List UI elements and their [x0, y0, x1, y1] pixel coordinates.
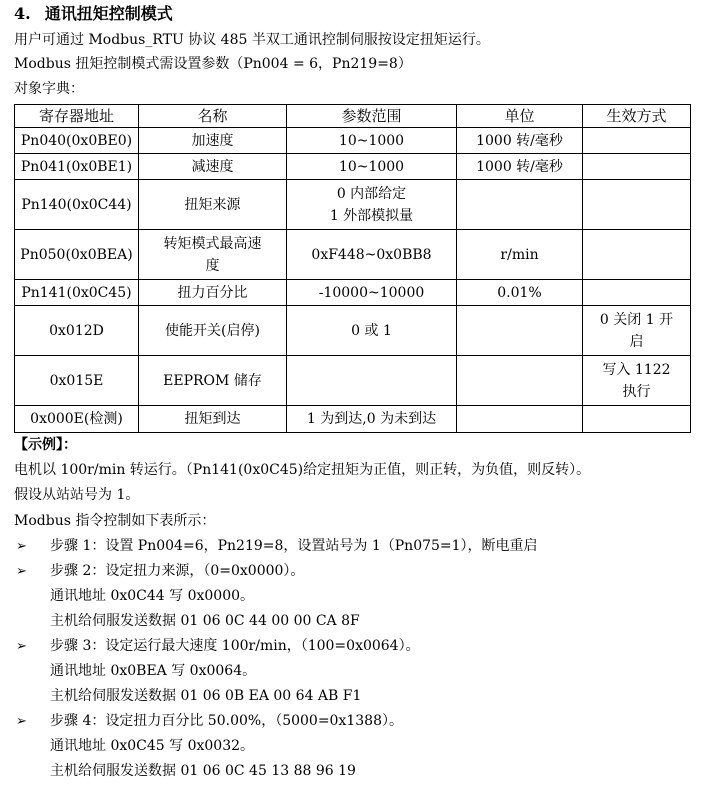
- param-name: EEPROM 储存: [139, 356, 287, 406]
- param-effect: 0 关闭 1 开 启: [583, 306, 691, 356]
- param-unit: 1000 转/毫秒: [457, 154, 583, 180]
- param-name: 使能开关(启停): [139, 306, 287, 356]
- param-range: 0 内部给定 1 外部模拟量: [287, 180, 457, 230]
- register-address: Pn050(0x0BEA): [15, 230, 139, 280]
- register-address: Pn041(0x0BE1): [15, 154, 139, 180]
- param-name: 扭力百分比: [139, 280, 287, 306]
- param-effect: [583, 154, 691, 180]
- table-header-row: [15, 105, 691, 128]
- table-row: [15, 280, 691, 306]
- table-row: [15, 306, 691, 356]
- param-range: 0 或 1: [287, 306, 457, 356]
- register-address: Pn040(0x0BE0): [15, 128, 139, 154]
- step-4-address: 通讯地址 0x0C45 写 0x0032。: [50, 738, 255, 754]
- column-header: 生效方式: [583, 105, 691, 128]
- param-name: 转矩模式最高速 度: [139, 230, 287, 280]
- param-unit: r/min: [457, 230, 583, 280]
- param-unit: [457, 306, 583, 356]
- step-1: [16, 536, 538, 557]
- command-table-intro: Modbus 指令控制如下表所示：: [14, 513, 216, 529]
- param-name: 加速度: [139, 128, 287, 154]
- param-name: 减速度: [139, 154, 287, 180]
- register-address: 0x012D: [15, 306, 139, 356]
- step-3-address: 通讯地址 0x0BEA 写 0x0064。: [50, 663, 257, 679]
- param-unit: 1000 转/毫秒: [457, 128, 583, 154]
- param-range: 0xF448~0x0BB8: [287, 230, 457, 280]
- param-name: 扭矩来源: [139, 180, 287, 230]
- step-2-address: 通讯地址 0x0C44 写 0x0000。: [50, 588, 255, 604]
- column-header: 寄存器地址: [15, 105, 139, 128]
- param-range: 1 为到达,0 为未到达: [287, 406, 457, 433]
- arrow-bullet-icon: ➢: [16, 714, 27, 729]
- arrow-bullet-icon: ➢: [16, 639, 27, 654]
- param-range: [287, 356, 457, 406]
- step-text: 步骤 3：设定运行最大速度 100r/min，（100=0x0064）。: [50, 638, 420, 654]
- param-unit: [457, 356, 583, 406]
- step-text: 步骤 1：设置 Pn004=6，Pn219=8，设置站号为 1（Pn075=1），断电重启: [50, 538, 538, 554]
- step-4-frame: 主机给伺服发送数据 01 06 0C 45 13 88 96 19: [50, 763, 356, 779]
- step-3-frame: 主机给伺服发送数据 01 06 0B EA 00 64 AB F1: [50, 688, 362, 704]
- table-row: [15, 356, 691, 406]
- section-title: 通讯扭矩控制模式: [44, 4, 173, 23]
- param-effect: [583, 280, 691, 306]
- register-address: 0x015E: [15, 356, 139, 406]
- section-heading: [14, 4, 173, 24]
- table-row: [15, 180, 691, 230]
- param-unit: [457, 406, 583, 433]
- table-row: [15, 128, 691, 154]
- step-2-frame: 主机给伺服发送数据 01 06 0C 44 00 00 CA 8F: [50, 613, 360, 629]
- param-range: 10~1000: [287, 128, 457, 154]
- step-2: [16, 561, 304, 582]
- param-range: -10000~10000: [287, 280, 457, 306]
- slave-station-note: 假设从站站号为 1。: [14, 487, 140, 503]
- step-4: [16, 711, 403, 732]
- step-text: 步骤 2：设定扭力来源，（0=0x0000）。: [50, 563, 305, 579]
- column-header: 单位: [457, 105, 583, 128]
- param-name: 扭矩到达: [139, 406, 287, 433]
- param-effect: [583, 180, 691, 230]
- register-address: Pn141(0x0C45): [15, 280, 139, 306]
- intro-line-1: 用户可通过 Modbus_RTU 协议 485 半双工通讯控制伺服按设定扭矩运行。: [14, 32, 490, 48]
- arrow-bullet-icon: ➢: [16, 564, 27, 579]
- column-header: 参数范围: [287, 105, 457, 128]
- step-3: [16, 636, 420, 657]
- example-description: 电机以 100r/min 转运行。（Pn141(0x0C45)给定扭矩为正值，则正转，为负值，则反转）。: [14, 462, 591, 478]
- example-label: 【示例】：: [14, 437, 77, 453]
- arrow-bullet-icon: ➢: [16, 539, 27, 554]
- column-header: 名称: [139, 105, 287, 128]
- param-range: 10~1000: [287, 154, 457, 180]
- register-address: Pn140(0x0C44): [15, 180, 139, 230]
- param-unit: 0.01%: [457, 280, 583, 306]
- table-row: [15, 406, 691, 433]
- intro-line-2: Modbus 扭矩控制模式需设置参数（Pn004 = 6，Pn219=8）: [14, 56, 412, 72]
- param-effect: 写入 1122 执行: [583, 356, 691, 406]
- param-effect: [583, 230, 691, 280]
- section-number: 4.: [14, 4, 31, 23]
- table-row: [15, 230, 691, 280]
- param-effect: [583, 406, 691, 433]
- object-dictionary-table: [14, 104, 691, 433]
- register-address: 0x000E(检测): [15, 406, 139, 433]
- step-text: 步骤 4：设定扭力百分比 50.00%，（5000=0x1388）。: [50, 713, 403, 729]
- param-unit: [457, 180, 583, 230]
- intro-line-3: 对象字典：: [14, 81, 84, 97]
- table-row: [15, 154, 691, 180]
- param-effect: [583, 128, 691, 154]
